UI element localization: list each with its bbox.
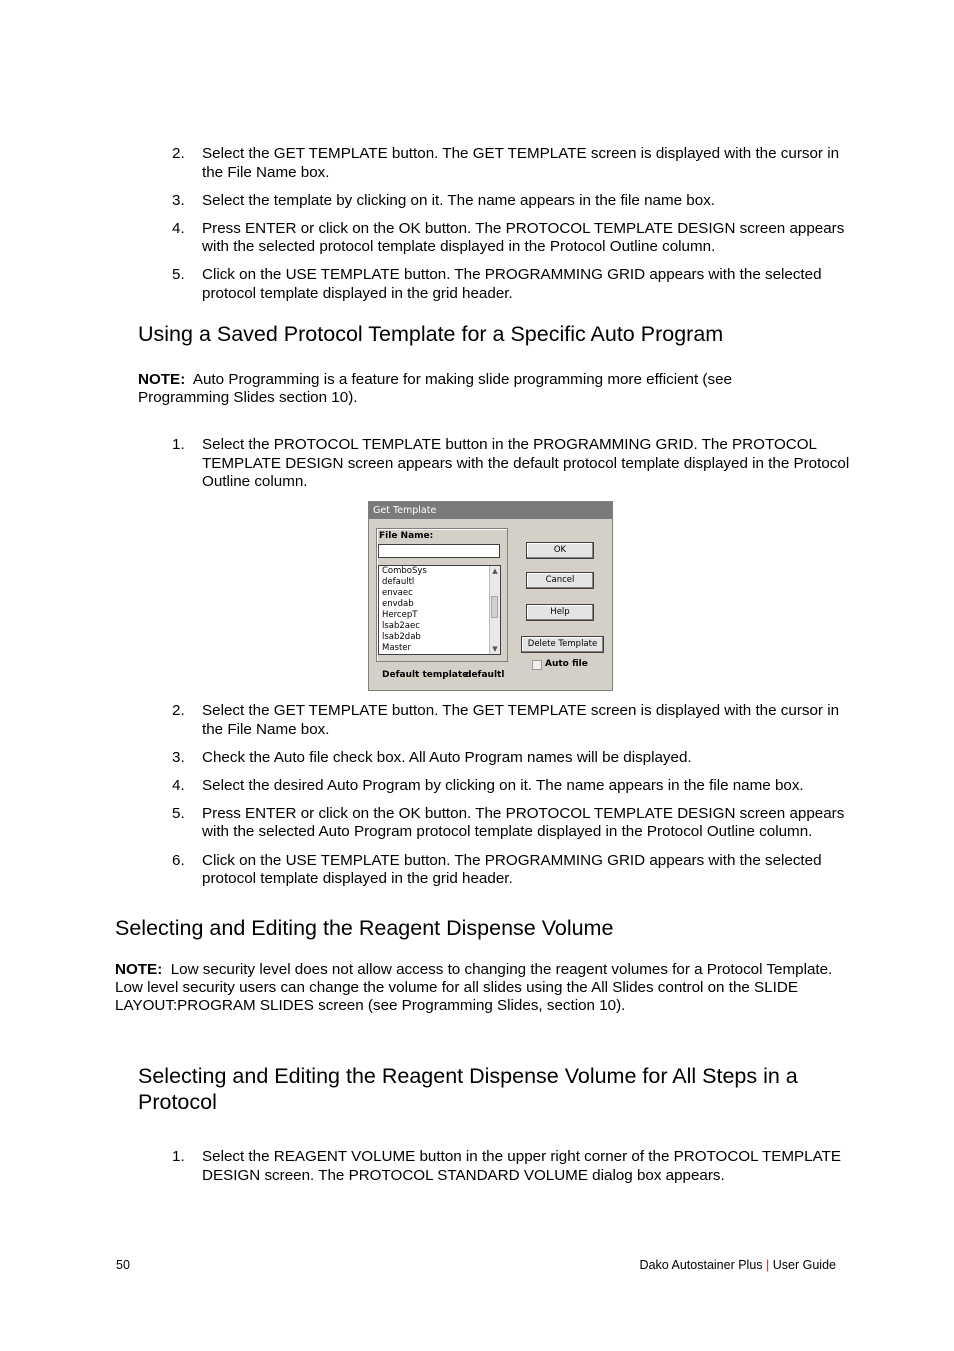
list-item[interactable]: envdab (382, 599, 414, 609)
list-number: 5. (172, 804, 185, 822)
list-text: Select the GET TEMPLATE button. The GET TEMPLATE screen is displayed with the cursor in the File Name box. (202, 145, 840, 181)
footer-title (640, 1258, 836, 1273)
list-item (172, 436, 852, 492)
list-number: 3. (172, 191, 185, 209)
list-item (172, 1148, 852, 1185)
list-item[interactable]: Master (382, 643, 412, 653)
list-text: Click on the USE TEMPLATE button. The PROGRAMMING GRID appears with the selected protocol template displayed in the grid header. (202, 266, 822, 303)
list-number: 6. (172, 851, 185, 869)
steps-list-protocol-template (172, 436, 852, 501)
help-button[interactable]: Help (526, 604, 594, 621)
list-number: 1. (172, 436, 185, 453)
list-item[interactable]: envaec (382, 588, 413, 598)
scroll-down-icon[interactable]: ▼ (492, 645, 498, 653)
note-label: NOTE: (115, 961, 163, 978)
note-text: Low security level does not allow access to changing the reagent volumes for a Protocol Template. Low level security users can change the volume for all slides using the All Slides control on the SLIDE LAYOUT:PROGRAM SLIDES screen (see Programming Slides, section 10). (115, 961, 833, 1015)
list-item[interactable]: defaultl (382, 577, 415, 587)
list-item (172, 805, 852, 842)
dialog-title: Get Template (369, 502, 612, 519)
page-number: 50 (116, 1258, 130, 1272)
list-item (172, 220, 852, 257)
list-item[interactable]: lsab2dab (382, 632, 421, 642)
list-text: Select the template by clicking on it. The name appears in the file name box. (202, 191, 716, 209)
note-label: NOTE: (138, 371, 186, 388)
list-number: 5. (172, 266, 185, 284)
steps-list-get-template (172, 145, 852, 313)
document-name: User Guide (772, 1258, 836, 1272)
list-item (172, 749, 852, 768)
list-text: Press ENTER or click on the OK button. The PROTOCOL TEMPLATE DESIGN screen appears with the selected Auto Program protocol template displayed in the Protocol Outline column. (202, 804, 845, 841)
list-scrollbar[interactable] (489, 566, 500, 654)
default-template-label: Default template: (382, 670, 472, 680)
list-item[interactable]: HercepT (382, 610, 418, 620)
scroll-up-icon[interactable]: ▲ (492, 567, 498, 575)
section-heading-auto-program: Using a Saved Protocol Template for a Specific Auto Program (138, 322, 724, 346)
list-text: Select the GET TEMPLATE button. The GET TEMPLATE screen is displayed with the cursor in the File Name box. (202, 702, 840, 738)
list-item (172, 777, 852, 796)
list-number: 4. (172, 219, 185, 237)
cancel-button[interactable]: Cancel (526, 572, 594, 589)
list-number: 2. (172, 702, 185, 719)
list-number: 2. (172, 145, 185, 162)
default-template-value: defaultl (465, 670, 505, 680)
list-text: Check the Auto file check box. All Auto Program names will be displayed. (202, 748, 692, 766)
note-auto-programming (138, 371, 818, 407)
list-number: 4. (172, 776, 185, 794)
file-name-label: File Name: (379, 531, 434, 541)
scroll-thumb[interactable] (491, 596, 498, 618)
file-name-input[interactable] (378, 544, 500, 558)
list-item (172, 702, 852, 739)
ok-button[interactable]: OK (526, 542, 594, 559)
list-item[interactable]: ComboSys (382, 566, 427, 576)
footer-separator: | (766, 1258, 770, 1272)
section-heading-dispense-volume: Selecting and Editing the Reagent Dispense Volume (115, 916, 614, 940)
get-template-dialog (368, 501, 613, 691)
list-text: Select the PROTOCOL TEMPLATE button in the PROGRAMMING GRID. The PROTOCOL TEMPLATE DESIGN screen appears with the default protocol template displayed in the Protocol Outline column. (202, 436, 850, 491)
auto-file-checkbox[interactable] (532, 660, 542, 670)
auto-file-label: Auto file (545, 659, 588, 669)
section-heading-all-steps: Selecting and Editing the Reagent Dispense Volume for All Steps in a Protocol (138, 1064, 798, 1114)
steps-list-reagent-volume (172, 1148, 852, 1195)
list-text: Click on the USE TEMPLATE button. The PROGRAMMING GRID appears with the selected protocol template displayed in the grid header. (202, 851, 822, 888)
list-item (172, 192, 852, 211)
list-item (172, 852, 852, 889)
delete-template-button[interactable]: Delete Template (521, 636, 604, 653)
list-text: Select the REAGENT VOLUME button in the upper right corner of the PROTOCOL TEMPLATE DESIGN screen. The PROTOCOL STANDARD VOLUME dialog box appears. (202, 1148, 841, 1184)
list-text: Press ENTER or click on the OK button. The PROTOCOL TEMPLATE DESIGN screen appears with the selected protocol template displayed in the Protocol Outline column. (202, 219, 845, 256)
list-number: 1. (172, 1148, 185, 1165)
list-number: 3. (172, 748, 185, 766)
note-security-level (115, 961, 835, 1016)
product-name: Dako Autostainer Plus (639, 1258, 763, 1272)
list-item[interactable]: lsab2aec (382, 621, 420, 631)
list-item (172, 145, 852, 182)
steps-list-auto-program (172, 702, 852, 898)
template-file-list[interactable] (378, 565, 501, 655)
list-text: Select the desired Auto Program by clicking on it. The name appears in the file name box. (202, 776, 804, 794)
list-item (172, 266, 852, 303)
note-text: Auto Programming is a feature for making slide programming more efficient (see Programming Slides section 10). (138, 371, 732, 407)
